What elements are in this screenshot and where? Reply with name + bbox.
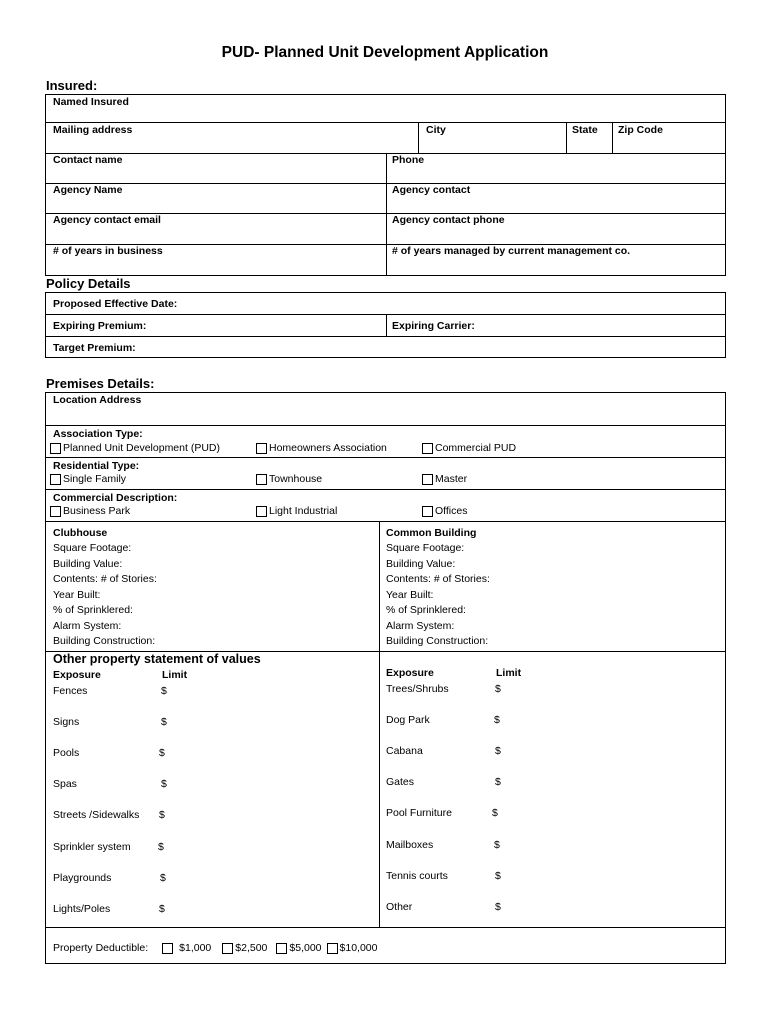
divider — [45, 927, 726, 928]
checkbox-label: Townhouse — [269, 473, 323, 485]
agency-name-field[interactable]: Agency Name — [53, 184, 123, 196]
sov-left-exposure-header: Exposure — [53, 669, 101, 681]
checkbox-homeowners-association[interactable] — [256, 442, 387, 454]
checkbox-icon[interactable] — [50, 474, 61, 485]
divider — [45, 489, 726, 490]
common-stories[interactable]: Contents: # of Stories: — [386, 573, 490, 585]
checkbox-icon[interactable] — [50, 443, 61, 454]
divider — [45, 122, 726, 123]
sov-left-limit-field[interactable]: $ — [159, 903, 165, 915]
checkbox-single-family[interactable] — [50, 473, 126, 485]
checkbox-light-industrial[interactable] — [256, 505, 337, 517]
sov-right-exposure-label: Cabana — [386, 745, 423, 757]
sov-right-limit-field[interactable]: $ — [494, 714, 500, 726]
sov-right-limit-header: Limit — [496, 667, 522, 679]
sov-left-exposure-label: Signs — [53, 716, 80, 728]
common-building-heading: Common Building — [386, 527, 477, 539]
association-type-label: Association Type: — [53, 428, 143, 440]
clubhouse-stories[interactable]: Contents: # of Stories: — [53, 573, 157, 585]
sov-right-exposure-label: Pool Furniture — [386, 807, 452, 819]
sov-right-limit-field[interactable]: $ — [495, 901, 501, 913]
checkbox-deductible-1000[interactable] — [162, 942, 211, 954]
checkbox-icon[interactable] — [327, 943, 338, 954]
divider — [418, 122, 419, 153]
checkbox-label: Commercial PUD — [435, 442, 517, 454]
sov-left-exposure-label: Spas — [53, 778, 77, 790]
divider — [612, 122, 613, 153]
checkbox-offices[interactable] — [422, 505, 467, 517]
target-premium-field[interactable]: Target Premium: — [53, 342, 136, 354]
sov-left-exposure-label: Streets /Sidewalks — [53, 809, 140, 821]
mailing-address-field[interactable]: Mailing address — [53, 124, 133, 136]
checkbox-master[interactable] — [422, 473, 467, 485]
deductible-row — [53, 942, 377, 954]
checkbox-label: Homeowners Association — [269, 442, 387, 454]
checkbox-icon[interactable] — [162, 943, 173, 954]
sov-left-limit-field[interactable]: $ — [158, 841, 164, 853]
clubhouse-section — [53, 525, 157, 650]
checkbox-label: Master — [435, 473, 468, 485]
checkbox-deductible-2500[interactable] — [222, 942, 267, 954]
sov-right-limit-field[interactable]: $ — [495, 776, 501, 788]
insured-heading: Insured: — [46, 78, 98, 93]
sov-right-limit-field[interactable]: $ — [495, 745, 501, 757]
expiring-premium-field[interactable]: Expiring Premium: — [53, 320, 147, 332]
checkbox-label: $2,500 — [235, 942, 268, 954]
common-building-section — [386, 525, 490, 650]
common-sprinklered[interactable]: % of Sprinklered: — [386, 604, 466, 616]
sov-left-exposure-label: Lights/Poles — [53, 903, 111, 915]
sov-right-exposure-header: Exposure — [386, 667, 434, 679]
checkbox-label: Light Industrial — [269, 505, 338, 517]
checkbox-icon[interactable] — [256, 443, 267, 454]
sov-right-exposure-label: Dog Park — [386, 714, 430, 726]
effective-date-field[interactable]: Proposed Effective Date: — [53, 298, 178, 310]
clubhouse-heading: Clubhouse — [53, 527, 108, 539]
city-field[interactable]: City — [426, 124, 446, 136]
residential-type-label: Residential Type: — [53, 460, 140, 472]
sov-right-exposure-label: Other — [386, 901, 413, 913]
sov-left-exposure-label: Playgrounds — [53, 872, 112, 884]
page-title: PUD- Planned Unit Development Application — [221, 44, 549, 61]
sov-left-limit-field[interactable]: $ — [159, 809, 165, 821]
sov-right-limit-field[interactable]: $ — [494, 839, 500, 851]
common-square-footage[interactable]: Square Footage: — [386, 542, 465, 554]
divider — [45, 425, 726, 426]
sov-left-exposure-label: Sprinkler system — [53, 841, 131, 853]
checkbox-business-park[interactable] — [50, 505, 130, 517]
phone-field[interactable]: Phone — [392, 154, 425, 166]
checkbox-label: Business Park — [63, 505, 131, 517]
checkbox-label: $5,000 — [289, 942, 322, 954]
checkbox-icon[interactable] — [50, 506, 61, 517]
sov-right-exposure-label: Gates — [386, 776, 415, 788]
sov-right-limit-field[interactable]: $ — [495, 683, 501, 695]
divider — [45, 457, 726, 458]
sov-left-limit-field[interactable]: $ — [160, 872, 166, 884]
sov-left-limit-field[interactable]: $ — [159, 747, 165, 759]
divider — [386, 153, 387, 276]
checkbox-icon[interactable] — [422, 506, 433, 517]
agency-contact-field[interactable]: Agency contact — [392, 184, 471, 196]
checkbox-icon[interactable] — [422, 443, 433, 454]
deductible-label: Property Deductible: — [53, 942, 149, 954]
checkbox-label: $10,000 — [339, 942, 378, 954]
checkbox-label: Offices — [435, 505, 468, 517]
checkbox-label: Single Family — [63, 473, 127, 485]
named-insured-field[interactable]: Named Insured — [53, 96, 129, 108]
sov-right-exposure-label: Trees/Shrubs — [386, 683, 449, 695]
sov-right-limit-field[interactable]: $ — [495, 870, 501, 882]
clubhouse-square-footage[interactable]: Square Footage: — [53, 542, 132, 554]
sov-left-limit-header: Limit — [162, 669, 188, 681]
divider — [386, 314, 387, 336]
common-alarm-system[interactable]: Alarm System: — [386, 619, 455, 632]
clubhouse-sprinklered[interactable]: % of Sprinklered: — [53, 604, 133, 616]
sov-heading: Other property statement of values — [53, 652, 261, 666]
checkbox-commercial-pud[interactable] — [422, 442, 516, 454]
checkbox-icon[interactable] — [422, 474, 433, 485]
checkbox-icon[interactable] — [256, 506, 267, 517]
state-field[interactable]: State — [572, 124, 598, 136]
divider — [379, 521, 380, 927]
commercial-description-label: Commercial Description: — [53, 492, 178, 504]
clubhouse-alarm-system[interactable]: Alarm System: — [53, 619, 122, 632]
clubhouse-construction[interactable]: Building Construction: — [53, 635, 156, 647]
common-year-built[interactable]: Year Built: — [386, 588, 434, 601]
checkbox-label: Planned Unit Development (PUD) — [63, 442, 220, 454]
sov-right-limit-field[interactable]: $ — [492, 807, 498, 819]
divider — [45, 521, 726, 522]
common-building-value[interactable]: Building Value: — [386, 557, 456, 570]
divider — [45, 336, 726, 337]
divider — [566, 122, 567, 153]
sov-right-exposure-label: Mailboxes — [386, 839, 434, 851]
location-address-field[interactable]: Location Address — [53, 394, 142, 406]
checkbox-pud[interactable] — [50, 442, 220, 454]
premises-heading: Premises Details: — [46, 376, 155, 391]
agency-contact-phone-field[interactable]: Agency contact phone — [392, 214, 505, 226]
checkbox-icon[interactable] — [222, 943, 233, 954]
sov-left-limit-field[interactable]: $ — [161, 685, 167, 697]
zip-code-field[interactable]: Zip Code — [618, 124, 663, 136]
clubhouse-building-value[interactable]: Building Value: — [53, 557, 123, 570]
checkbox-icon[interactable] — [256, 474, 267, 485]
checkbox-townhouse[interactable] — [256, 473, 322, 485]
sov-left-limit-field[interactable]: $ — [161, 716, 167, 728]
sov-left-limit-field[interactable]: $ — [161, 778, 167, 790]
sov-left-exposure-label: Fences — [53, 685, 88, 697]
checkbox-deductible-5000[interactable] — [276, 942, 321, 954]
clubhouse-year-built[interactable]: Year Built: — [53, 588, 101, 601]
sov-left-exposure-label: Pools — [53, 747, 80, 759]
contact-name-field[interactable]: Contact name — [53, 154, 123, 166]
expiring-carrier-field[interactable]: Expiring Carrier: — [392, 320, 475, 332]
years-managed-field[interactable]: # of years managed by current management co. — [392, 245, 631, 257]
checkbox-icon[interactable] — [276, 943, 287, 954]
checkbox-label: $1,000 — [179, 942, 212, 954]
common-construction[interactable]: Building Construction: — [386, 635, 489, 647]
years-in-business-field[interactable]: # of years in business — [53, 245, 163, 257]
checkbox-deductible-10000[interactable] — [327, 942, 378, 954]
sov-right-exposure-label: Tennis courts — [386, 870, 448, 882]
policy-heading: Policy Details — [46, 276, 131, 291]
agency-contact-email-field[interactable]: Agency contact email — [53, 214, 161, 226]
